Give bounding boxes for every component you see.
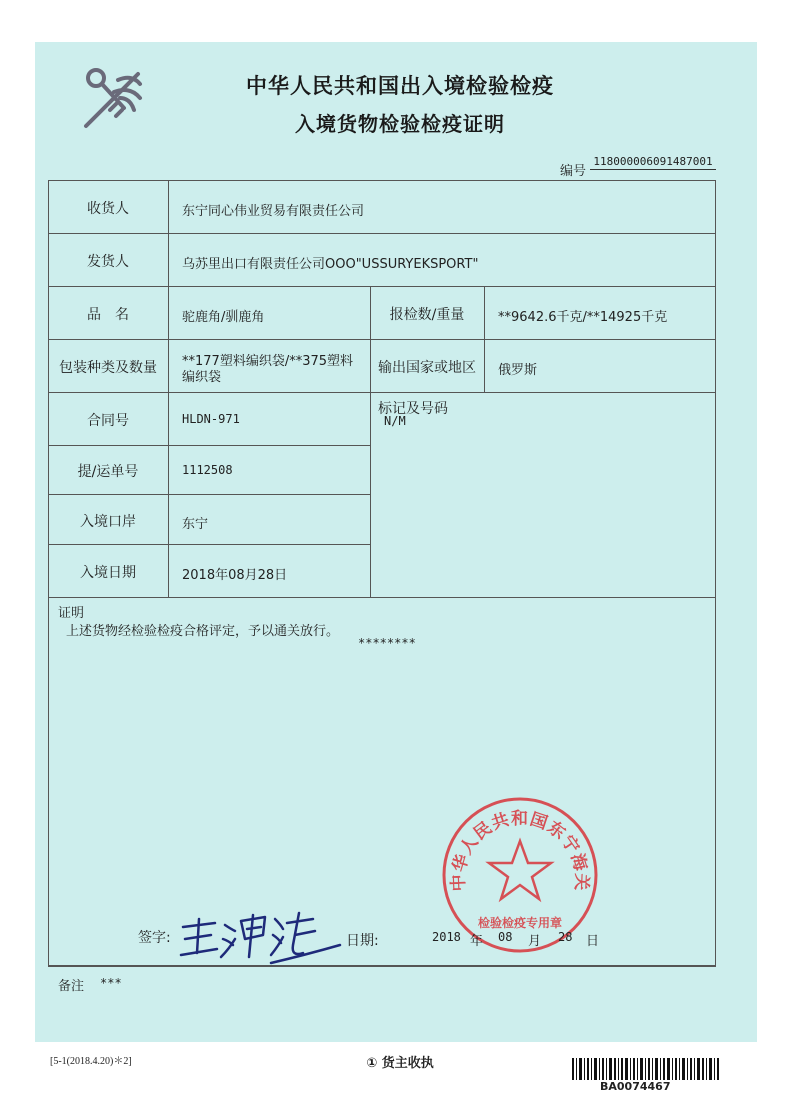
certification-stars: ******** bbox=[358, 636, 416, 650]
sign-year: 2018 bbox=[432, 930, 461, 944]
packaging-value-line2: 编织袋 bbox=[182, 370, 222, 385]
row-divider bbox=[48, 286, 716, 287]
packaging-label: 包装种类及数量 bbox=[59, 360, 157, 376]
official-seal-stamp bbox=[440, 795, 600, 955]
handwritten-signature bbox=[175, 905, 345, 965]
bill-value: 1112508 bbox=[182, 463, 233, 477]
serial-number: 118000006091487001 bbox=[590, 155, 716, 170]
date-label: 日期: bbox=[346, 933, 379, 949]
row-divider bbox=[48, 966, 716, 967]
packaging-value-line1: **177塑料编织袋/**375塑料 bbox=[182, 354, 354, 369]
export-country-label: 输出国家或地区 bbox=[378, 360, 476, 376]
product-label: 品 名 bbox=[87, 307, 129, 323]
marks-value: N/M bbox=[384, 414, 406, 428]
col-divider bbox=[168, 180, 169, 597]
seal-inner-text: 检验检疫专用章 bbox=[477, 916, 563, 930]
marks-label: 标记及号码 bbox=[378, 401, 448, 417]
certification-label: 证明 bbox=[58, 606, 85, 621]
sign-year-unit: 年 bbox=[470, 934, 484, 949]
consignor-value: 乌苏里出口有限责任公司OOO"USSURYEKSPORT" bbox=[182, 257, 479, 272]
svg-text:中华人民共和国东宁海关 bbox=[448, 809, 593, 892]
serial-label: 编号 bbox=[560, 164, 587, 179]
seal-outer-text: 中华人民共和国东宁海关 bbox=[448, 808, 592, 892]
title-line-1: 中华人民共和国出入境检验检疫 bbox=[246, 74, 554, 98]
product-value: 驼鹿角/驯鹿角 bbox=[182, 310, 265, 325]
row-divider bbox=[48, 445, 370, 446]
col-divider bbox=[484, 286, 485, 392]
col-divider bbox=[370, 286, 371, 597]
consignor-label: 发货人 bbox=[87, 254, 129, 270]
remarks-value: *** bbox=[100, 976, 122, 990]
consignee-label: 收货人 bbox=[87, 201, 129, 217]
contract-label: 合同号 bbox=[87, 413, 129, 429]
quantity-weight-label: 报检数/重量 bbox=[389, 307, 465, 323]
entry-port-value: 东宁 bbox=[182, 517, 209, 532]
row-divider bbox=[48, 544, 370, 545]
sign-month: 08 bbox=[498, 930, 513, 944]
sign-day: 28 bbox=[558, 930, 573, 944]
entry-date-value: 2018年08月28日 bbox=[182, 568, 288, 583]
barcode-number: BA0074467 bbox=[600, 1080, 671, 1093]
sign-day-unit: 日 bbox=[586, 934, 600, 949]
form-code: [5-1(2018.4.20)＊2] bbox=[50, 1056, 132, 1067]
contract-value: HLDN-971 bbox=[182, 412, 240, 426]
remarks-label: 备注 bbox=[58, 979, 85, 994]
consignee-value: 东宁同心伟业贸易有限责任公司 bbox=[182, 204, 365, 219]
bill-label: 提/运单号 bbox=[77, 464, 139, 480]
certification-text: 上述货物经检验检疫合格评定，予以通关放行。 bbox=[66, 624, 340, 639]
copy-label: ① 货主收执 bbox=[366, 1056, 434, 1071]
sign-month-unit: 月 bbox=[528, 934, 542, 949]
entry-date-label: 入境日期 bbox=[80, 565, 136, 581]
row-divider bbox=[48, 392, 716, 393]
row-divider bbox=[48, 494, 370, 495]
entry-port-label: 入境口岸 bbox=[80, 514, 136, 530]
row-divider bbox=[48, 233, 716, 234]
signature-label: 签字: bbox=[138, 930, 171, 946]
export-country-value: 俄罗斯 bbox=[498, 363, 538, 378]
quantity-weight-value: **9642.6千克/**14925千克 bbox=[498, 310, 668, 325]
barcode-icon bbox=[572, 1058, 722, 1080]
title-line-2: 入境货物检验检疫证明 bbox=[295, 112, 505, 136]
row-divider bbox=[48, 597, 716, 598]
row-divider bbox=[48, 339, 716, 340]
